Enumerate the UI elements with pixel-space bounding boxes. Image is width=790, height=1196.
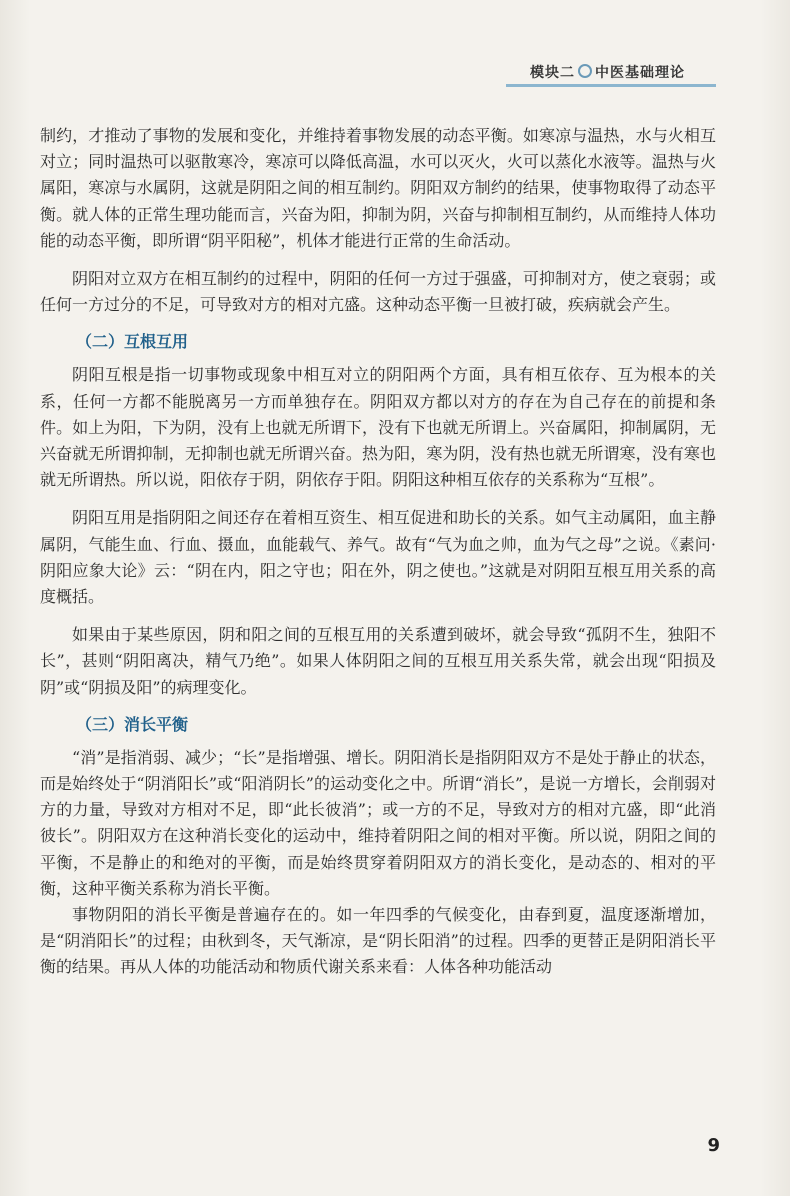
running-header bbox=[530, 62, 710, 82]
paragraph-6: “消”是指消弱、减少；“长”是指增强、增长。阴阳消长是指阴阳双方不是处于静止的状态，而是始终处于“阴消阳长”或“阳消阴长”的运动变化之中。所谓“消长”，是说一方增长，会削弱对方的力量，导致对方相对不足，即“此长彼消”；或一方的不足，导致对方的相对亢盛，即“此消彼长”。阴阳双方在这种消长变化的运动中，维持着阴阳之间的相对平衡。所以说，阴阳之间的平衡，不是静止的和绝对的平衡，而是始终贯穿着阴阳双方的消长变化，是动态的、相对的平衡，这种平衡关系称为消长平衡。 bbox=[40, 747, 716, 898]
section-heading-xiaozhang: （三）消长平衡 bbox=[76, 714, 189, 734]
paragraph-3: 阴阳互根是指一切事物或现象中相互对立的阴阳两个方面，具有相互依存、互为根本的关系，任何一方都不能脱离另一方而单独存在。阴阳双方都以对方的存在为自己存在的前提和条件。如上为阳，下为阴，没有上也就无所谓下，没有下也就无所谓上。兴奋属阳，抑制属阴，无兴奋就无所谓抑制，无抑制也就无所谓兴奋。热为阳，寒为阴，没有热也就无所谓寒，没有寒也就无所谓热。所以说，阳依存于阴，阴依存于阳。阴阳这种相互依存的关系称为“互根”。 bbox=[40, 365, 716, 490]
paragraph-1: 制约，才推动了事物的发展和变化，并维持着事物发展的动态平衡。如寒凉与温热，水与火相互对立；同时温热可以驱散寒冷，寒凉可以降低高温，水可以灭火，火可以蒸化水液等。温热与火属阳，寒凉与水属阴，这就是阴阳之间的相互制约。阴阳双方制约的结果，使事物取得了动态平衡。就人体的正常生理功能而言，兴奋为阳，抑制为阴，兴奋与抑制相互制约，从而维持人体功能的动态平衡，即所谓“阴平阳秘”，机体才能进行正常的生命活动。 bbox=[40, 126, 716, 250]
header-rule bbox=[506, 84, 716, 87]
body-text bbox=[40, 123, 716, 981]
header-title: 中医基础理论 bbox=[595, 65, 685, 81]
header-circle-icon bbox=[578, 64, 592, 78]
paragraph-4: 阴阳互用是指阴阳之间还存在着相互资生、相互促进和助长的关系。如气主动属阳，血主静属阴，气能生血、行血、摄血，血能载气、养气。故有“气为血之帅，血为气之母”之说。《素问·阴阳应象大论》云：“阴在内，阳之守也；阳在外，阴之使也。”这就是对阴阳互根互用关系的高度概括。 bbox=[40, 508, 716, 607]
paragraph-7: 事物阴阳的消长平衡是普遍存在的。如一年四季的气候变化，由春到夏，温度逐渐增加，是“阴消阳长”的过程；由秋到冬，天气渐凉，是“阴长阳消”的过程。四季的更替正是阴阳消长平衡的结果。再从人体的功能活动和物质代谢关系来看：人体各种功能活动 bbox=[40, 905, 716, 977]
paragraph-5: 如果由于某些原因，阴和阳之间的互根互用的关系遭到破坏，就会导致“孤阴不生，独阳不长”，甚则“阴阳离决，精气乃绝”。如果人体阴阳之间的互根互用关系失常，就会出现“阳损及阴”或“阴损及阳”的病理变化。 bbox=[40, 625, 716, 697]
section-heading-hugen: （二）互根互用 bbox=[76, 332, 189, 352]
page-number: 9 bbox=[707, 1135, 720, 1156]
header-module: 模块二 bbox=[530, 65, 575, 81]
paragraph-2: 阴阳对立双方在相互制约的过程中，阴阳的任何一方过于强盛，可抑制对方，使之衰弱；或任何一方过分的不足，可导致对方的相对亢盛。这种动态平衡一旦被打破，疾病就会产生。 bbox=[40, 269, 716, 315]
